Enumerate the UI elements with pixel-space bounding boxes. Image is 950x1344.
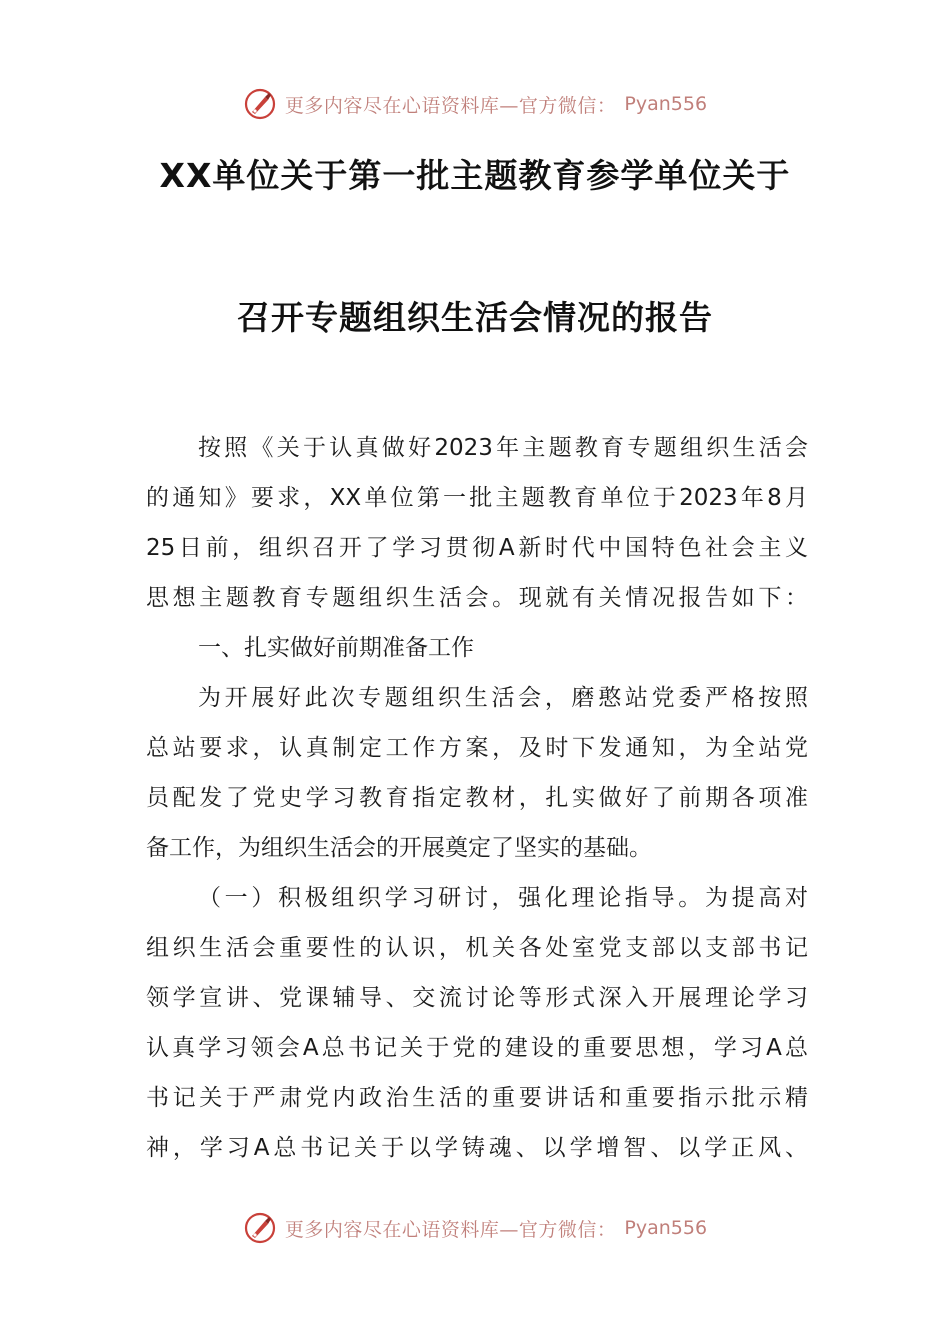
watermark-wechat-id: Pyan556 xyxy=(624,93,708,115)
body-line: 组织生活会重要性的认识，机关各处室党支部以支部书记 xyxy=(146,935,808,961)
body-line: 书记关于严肃党内政治生活的重要讲话和重要指示批示精 xyxy=(146,1085,808,1111)
footer-watermark xyxy=(0,1208,950,1248)
document-body xyxy=(146,423,808,1173)
body-line: 总站要求，认真制定工作方案，及时下发通知，为全站党 xyxy=(146,735,808,761)
header-watermark xyxy=(0,84,950,124)
body-line: 25日前，组织召开了学习贯彻A新时代中国特色社会主义 xyxy=(146,535,808,561)
pen-nib-logo-icon xyxy=(243,1211,277,1245)
pen-nib-logo-icon xyxy=(243,87,277,121)
body-line: 认真学习领会A总书记关于党的建设的重要思想，学习A总 xyxy=(146,1035,808,1061)
section-heading: 一、扎实做好前期准备工作 xyxy=(198,635,474,661)
body-line: 思想主题教育专题组织生活会。现就有关情况报告如下： xyxy=(146,585,808,611)
watermark-wechat-id: Pyan556 xyxy=(624,1217,708,1239)
body-line: 为开展好此次专题组织生活会，磨憨站党委严格按照 xyxy=(198,685,808,711)
watermark-text: 更多内容尽在心语资料库—官方微信： xyxy=(284,94,617,117)
body-line: 备工作，为组织生活会的开展奠定了坚实的基础。 xyxy=(146,835,652,861)
document-title-line-2: 召开专题组织生活会情况的报告 xyxy=(237,298,713,337)
body-line: 员配发了党史学习教育指定教材，扎实做好了前期各项准 xyxy=(146,785,808,811)
watermark-text: 更多内容尽在心语资料库—官方微信： xyxy=(284,1218,617,1241)
body-line: 的通知》要求，XX单位第一批主题教育单位于2023年8月 xyxy=(146,485,808,511)
body-line: 按照《关于认真做好2023年主题教育专题组织生活会 xyxy=(198,435,808,461)
document-title-line-1: XX单位关于第一批主题教育参学单位关于 xyxy=(159,156,791,195)
body-line: （一）积极组织学习研讨，强化理论指导。为提高对 xyxy=(198,885,808,911)
body-line: 领学宣讲、党课辅导、交流讨论等形式深入开展理论学习 xyxy=(146,985,808,1011)
body-line: 神，学习A总书记关于以学铸魂、以学增智、以学正风、 xyxy=(146,1135,808,1161)
